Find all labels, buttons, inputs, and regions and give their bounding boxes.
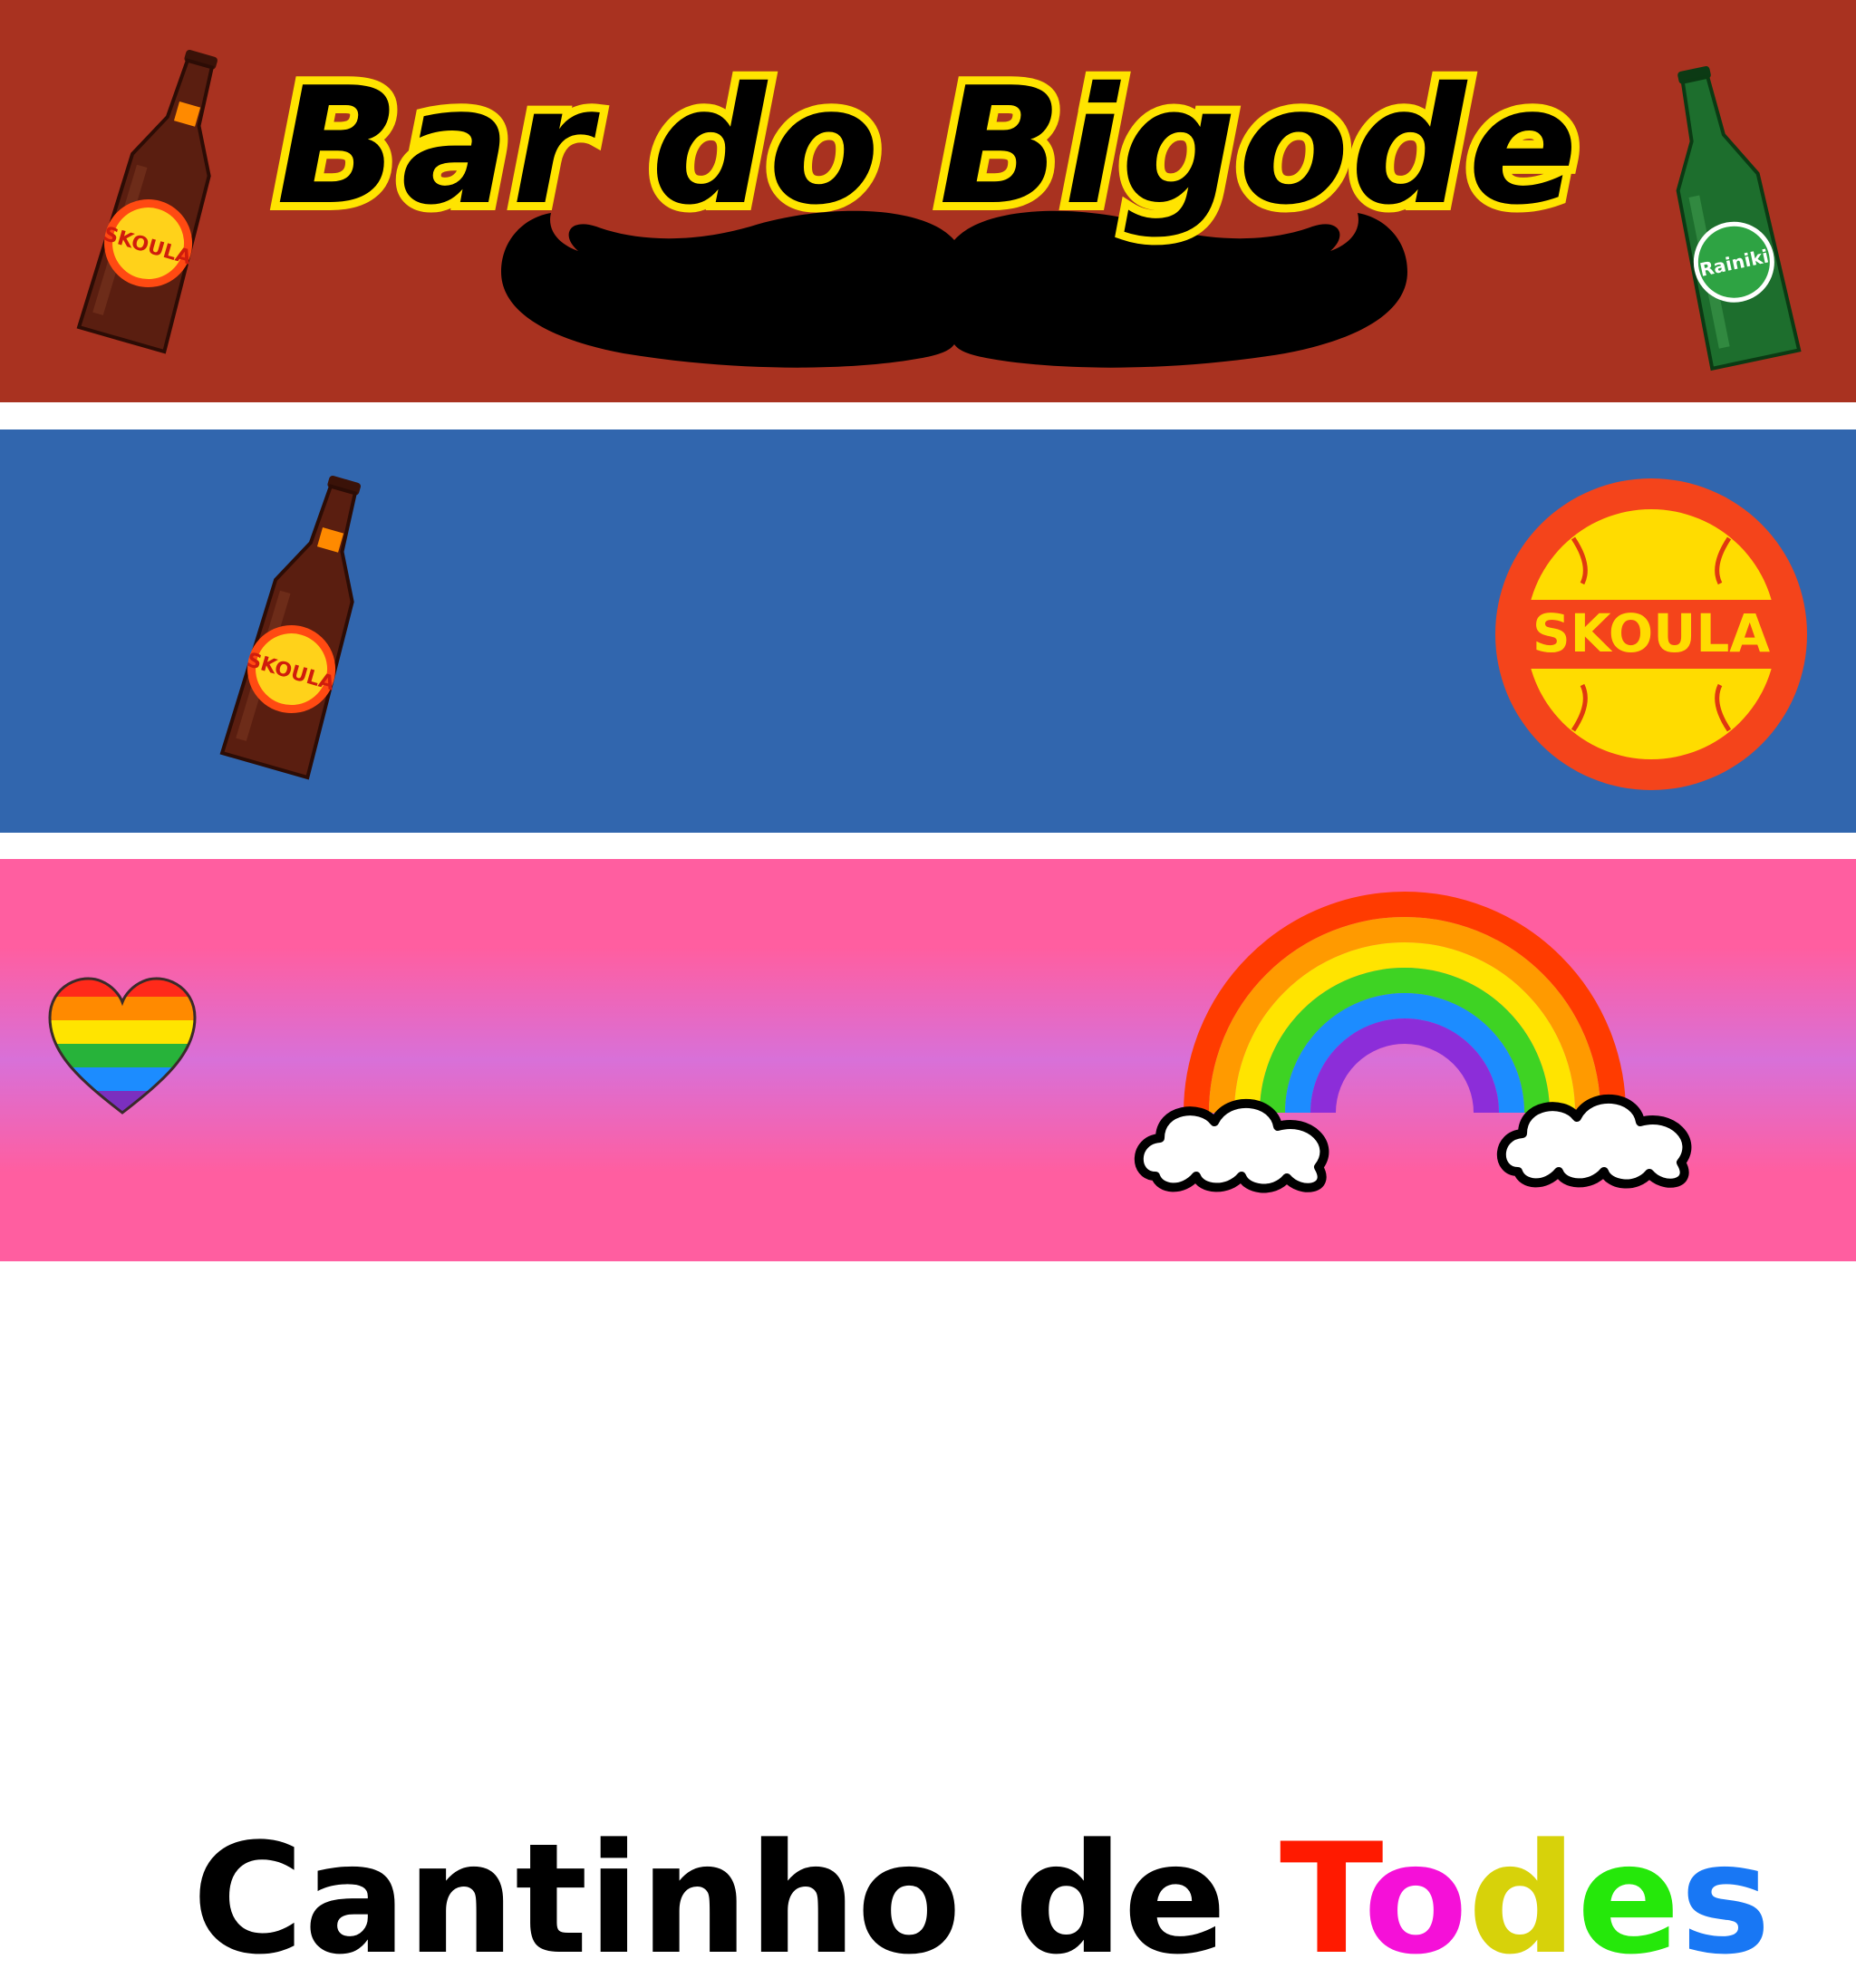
bottle-label: Rainiki xyxy=(1697,245,1771,281)
title-start: Cantinho de xyxy=(192,1810,1280,1988)
colored-letter: o xyxy=(1363,1810,1468,1988)
banner-title: Bar do Bigode xyxy=(276,53,1580,240)
brown-beer-bottle-icon xyxy=(207,462,397,797)
banner-bar-do-bigode xyxy=(0,0,1856,402)
banner-cantinho-de-todes xyxy=(0,859,1856,1988)
banner-bar-do-ze xyxy=(0,429,1856,833)
cloud-icon xyxy=(1491,1072,1708,1190)
rainbow-heart-icon xyxy=(45,968,199,1122)
bottle-label: SKOULA xyxy=(244,649,337,696)
colored-letter: T xyxy=(1279,1810,1364,1988)
green-beer-bottle-icon xyxy=(1631,54,1822,390)
colored-letter: d xyxy=(1467,1810,1577,1988)
colored-letter: s xyxy=(1679,1810,1771,1988)
banner-title xyxy=(192,1810,1771,1988)
bottle-label: SKOULA xyxy=(101,223,194,270)
brown-beer-bottle-icon xyxy=(63,36,254,372)
title-colored-word xyxy=(1280,1810,1771,1988)
colored-letter: e xyxy=(1576,1810,1680,1988)
skoula-logo xyxy=(1492,475,1811,794)
cloud-icon xyxy=(1128,1076,1346,1194)
logo-label: SKOULA xyxy=(1532,603,1771,664)
